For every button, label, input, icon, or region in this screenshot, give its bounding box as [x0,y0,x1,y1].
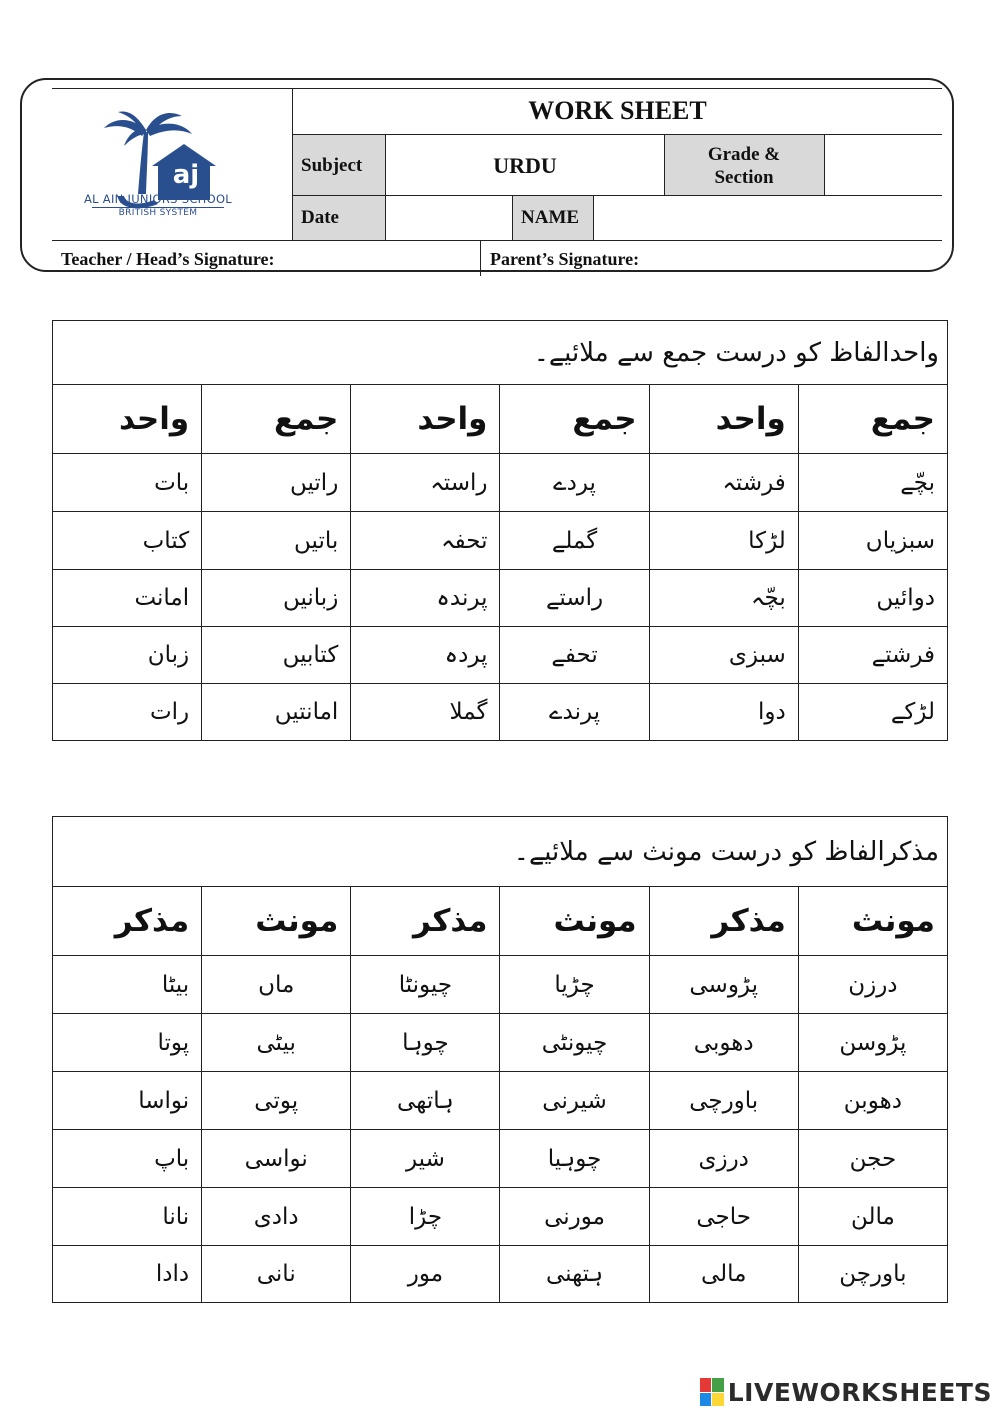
column-header: مونث [798,887,947,956]
column-header: مذکر [649,887,798,956]
header-top-line [52,88,942,89]
word-cell[interactable]: کتاب [53,512,202,570]
word-cell[interactable]: چوہا [351,1014,500,1072]
word-cell[interactable]: شیرنی [500,1072,649,1130]
word-cell[interactable]: پڑوسن [798,1014,947,1072]
column-header: جمع [798,385,947,454]
exercise2-table [52,816,948,1303]
exercise1-instruction: واحدالفاظ کو درست جمع سے ملائیے۔ [53,321,948,385]
word-cell[interactable]: پرندے [500,684,649,741]
subject-divider [385,134,386,240]
word-cell[interactable]: ہاتھی [351,1072,500,1130]
date-row-divider [52,240,942,241]
word-cell[interactable]: لڑکے [798,684,947,741]
word-cell[interactable]: باورچی [649,1072,798,1130]
word-cell[interactable]: چڑا [351,1188,500,1246]
word-cell[interactable]: مور [351,1246,500,1303]
name-label: NAME [521,207,580,228]
column-header: واحد [53,385,202,454]
word-cell[interactable]: زبان [53,627,202,684]
word-cell[interactable]: دوائیں [798,570,947,627]
word-cell[interactable]: راستہ [351,454,500,512]
word-cell[interactable]: رات [53,684,202,741]
word-cell[interactable]: چیونٹا [351,956,500,1014]
word-cell[interactable]: مالی [649,1246,798,1303]
subject-row-divider [293,195,942,196]
word-cell[interactable]: پوتی [202,1072,351,1130]
word-cell[interactable]: باتیں [202,512,351,570]
column-header: جمع [500,385,649,454]
word-cell[interactable]: نانا [53,1188,202,1246]
word-cell[interactable]: دوا [649,684,798,741]
word-cell[interactable]: سبزی [649,627,798,684]
word-cell[interactable]: حجن [798,1130,947,1188]
school-name: AL AIN JUNIORS SCHOOL [83,192,233,206]
word-cell[interactable]: سبزیاں [798,512,947,570]
exercise2-instruction: مذکرالفاظ کو درست مونث سے ملائیے۔ [53,817,948,887]
subject-value: URDU [493,153,557,178]
column-header: مونث [500,887,649,956]
word-cell[interactable]: دھوبی [649,1014,798,1072]
word-cell[interactable]: گملا [351,684,500,741]
date-field[interactable] [387,197,511,239]
parent-signature-label: Parent’s Signature: [490,249,640,269]
word-cell[interactable]: دادی [202,1188,351,1246]
badge-square-4 [712,1393,724,1407]
badge-square-1 [700,1378,712,1392]
grade-section-field[interactable] [826,136,942,194]
word-cell[interactable]: تحفہ [351,512,500,570]
word-cell[interactable]: تحفے [500,627,649,684]
school-subtitle: BRITISH SYSTEM [118,208,198,218]
title-row-divider [293,134,942,135]
grade-divider-right [824,134,825,195]
word-cell[interactable]: چیونٹی [500,1014,649,1072]
word-cell[interactable]: شیر [351,1130,500,1188]
word-cell[interactable]: بچّہ [649,570,798,627]
subject-label: Subject [301,155,363,176]
liveworksheets-logo-icon [700,1378,724,1406]
column-header: واحد [351,385,500,454]
word-cell[interactable]: پردہ [351,627,500,684]
name-divider-right [593,195,594,240]
word-cell[interactable]: نواسا [53,1072,202,1130]
word-cell[interactable]: زبانیں [202,570,351,627]
word-cell[interactable]: راتیں [202,454,351,512]
word-cell[interactable]: امانت [53,570,202,627]
column-header: واحد [649,385,798,454]
date-label: Date [301,207,339,228]
word-cell[interactable]: حاجی [649,1188,798,1246]
word-cell[interactable]: مالن [798,1188,947,1246]
word-cell[interactable]: راستے [500,570,649,627]
exercise1-table [52,320,948,741]
word-cell[interactable]: بات [53,454,202,512]
column-header: جمع [202,385,351,454]
word-cell[interactable]: بیٹا [53,956,202,1014]
word-cell[interactable]: باورچن [798,1246,947,1303]
name-field[interactable] [595,197,941,239]
column-header: مذکر [53,887,202,956]
word-cell[interactable]: مورنی [500,1188,649,1246]
logo-letters: aj [172,160,200,190]
word-cell[interactable]: پرندہ [351,570,500,627]
word-cell[interactable]: گملے [500,512,649,570]
word-cell[interactable]: پوتا [53,1014,202,1072]
grade-divider-left [664,134,665,195]
word-cell[interactable]: ہتھنی [500,1246,649,1303]
word-cell[interactable]: فرشتہ [649,454,798,512]
watermark-text: LIVEWORKSHEETS [727,1377,992,1407]
liveworksheets-watermark[interactable] [700,1376,992,1408]
word-cell[interactable]: نواسی [202,1130,351,1188]
word-cell[interactable]: ماں [202,956,351,1014]
word-cell[interactable]: نانی [202,1246,351,1303]
word-cell[interactable]: دادا [53,1246,202,1303]
word-cell[interactable]: پردے [500,454,649,512]
word-cell[interactable]: امانتیں [202,684,351,741]
word-cell[interactable]: بچّے [798,454,947,512]
column-header: مذکر [351,887,500,956]
word-cell[interactable]: درزن [798,956,947,1014]
word-cell[interactable]: چڑیا [500,956,649,1014]
word-cell[interactable]: لڑکا [649,512,798,570]
teacher-signature-label: Teacher / Head’s Signature: [61,249,275,269]
worksheet-title: WORK SHEET [528,96,707,125]
word-cell[interactable]: پڑوسی [649,956,798,1014]
word-cell[interactable]: درزی [649,1130,798,1188]
badge-square-3 [700,1393,712,1407]
word-cell[interactable]: فرشتے [798,627,947,684]
word-cell[interactable]: چوہیا [500,1130,649,1188]
column-header: مونث [202,887,351,956]
badge-square-2 [712,1378,724,1392]
word-cell[interactable]: باپ [53,1130,202,1188]
signature-divider [480,240,481,276]
word-cell[interactable]: دھوبن [798,1072,947,1130]
word-cell[interactable]: بیٹی [202,1014,351,1072]
grade-section-label: Grade & Section [707,144,781,188]
name-divider-left [512,195,513,240]
word-cell[interactable]: کتابیں [202,627,351,684]
